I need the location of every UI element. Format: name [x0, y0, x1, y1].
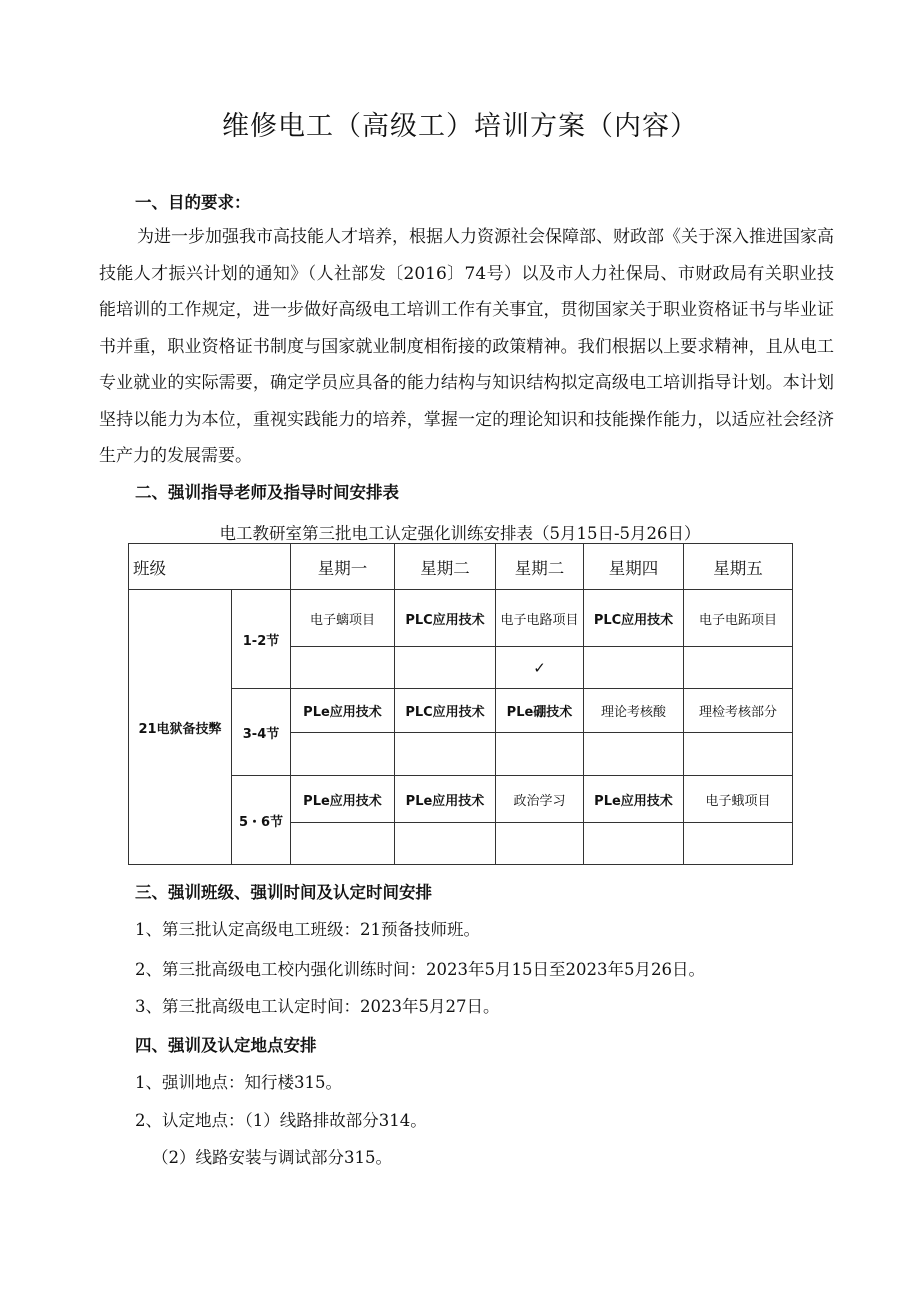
mark-cell: [584, 733, 684, 776]
subject-cell: PLC应用技术: [395, 689, 496, 733]
section4-item: 2、认定地点：（1）线路排故部分314。: [135, 1111, 427, 1130]
subject-cell: 理检考核部分: [684, 689, 793, 733]
section4-item: （2）线路安装与调试部分315。: [152, 1148, 392, 1167]
mark-cell: [684, 823, 793, 865]
section2-heading: 二、强训指导老师及指导时间安排表: [135, 483, 399, 502]
mark-cell: [291, 733, 395, 776]
subject-cell: PLC应用技术: [584, 590, 684, 647]
table-header-row: [129, 544, 793, 590]
subject-cell: 电子电跖项目: [684, 590, 793, 647]
subject-cell: PLe应用技术: [291, 689, 395, 733]
day-header: 星期一: [291, 544, 395, 590]
subject-cell: PLe应用技术: [395, 776, 496, 823]
mark-cell: [395, 823, 496, 865]
table-caption: 电工教研室第三批电工认定强化训练安排表（5月15日-5月26日）: [219, 524, 701, 543]
class-header: 班级: [129, 544, 291, 590]
day-header: 星期二: [496, 544, 584, 590]
subject-cell: PLC应用技术: [395, 590, 496, 647]
section4-item: 1、强训地点：知行楼315。: [135, 1073, 342, 1092]
check-mark-cell: ✓: [496, 647, 584, 689]
subject-cell: 政治学习: [496, 776, 584, 823]
mark-cell: [291, 823, 395, 865]
mark-cell: [395, 733, 496, 776]
document-title: 维修电工（高级工）培训方案（内容）: [222, 111, 698, 142]
subject-cell: 电子蛾项目: [684, 776, 793, 823]
subject-cell: 理论考核酸: [584, 689, 684, 733]
section3-item: 2、第三批高级电工校内强化训练时间：2023年5月15日至2023年5月26日。: [135, 960, 705, 979]
table-row: [129, 590, 793, 647]
mark-cell: [584, 823, 684, 865]
section3-item: 1、第三批认定高级电工班级：21预备技师班。: [135, 920, 480, 939]
subject-cell: 电子螭项目: [291, 590, 395, 647]
section3-heading: 三、强训班级、强训时间及认定时间安排: [135, 883, 432, 902]
mark-cell: [496, 823, 584, 865]
period-label: 5・6节: [232, 776, 291, 865]
mark-cell: [395, 647, 496, 689]
mark-cell: [291, 647, 395, 689]
mark-cell: [684, 647, 793, 689]
schedule-table: [128, 543, 793, 865]
section4-heading: 四、强训及认定地点安排: [135, 1036, 317, 1055]
section3-item: 3、第三批高级电工认定时间：2023年5月27日。: [135, 997, 500, 1016]
subject-cell: PLe应用技术: [584, 776, 684, 823]
subject-cell: 电子电路项目: [496, 590, 584, 647]
section1-paragraph: 为进一步加强我市高技能人才培养，根据人力资源社会保障部、财政部《关于深入推进国家高技能人才振兴计划的通知》（人社部发〔2016〕74号）以及市人力社保局、市财政局有关职业技能培训的工作规定，进一步做好高级电工培训工作有关事宜，贯彻国家关于职业资格证书与毕业证书并重，职业资格证书制度与国家就业制度相衔接的政策精神。我们根据以上要求精神，且从电工专业就业的实际需要，确定学员应具备的能力结构与知识结构拟定高级电工培训指导计划。本计划坚持以能力为本位，重视实践能力的培养，掌握一定的理论知识和技能操作能力，以适应社会经济生产力的发展需要。: [99, 227, 834, 466]
mark-cell: [496, 733, 584, 776]
section1-heading: 一、目的要求：: [135, 193, 251, 212]
mark-cell: [584, 647, 684, 689]
mark-cell: [684, 733, 793, 776]
day-header: 星期五: [684, 544, 793, 590]
day-header: 星期四: [584, 544, 684, 590]
period-label: 1-2节: [232, 590, 291, 689]
class-name-cell: 21电狱备技弊: [129, 590, 232, 865]
subject-cell: PLe硼技术: [496, 689, 584, 733]
day-header: 星期二: [395, 544, 496, 590]
subject-cell: PLe应用技术: [291, 776, 395, 823]
period-label: 3-4节: [232, 689, 291, 776]
